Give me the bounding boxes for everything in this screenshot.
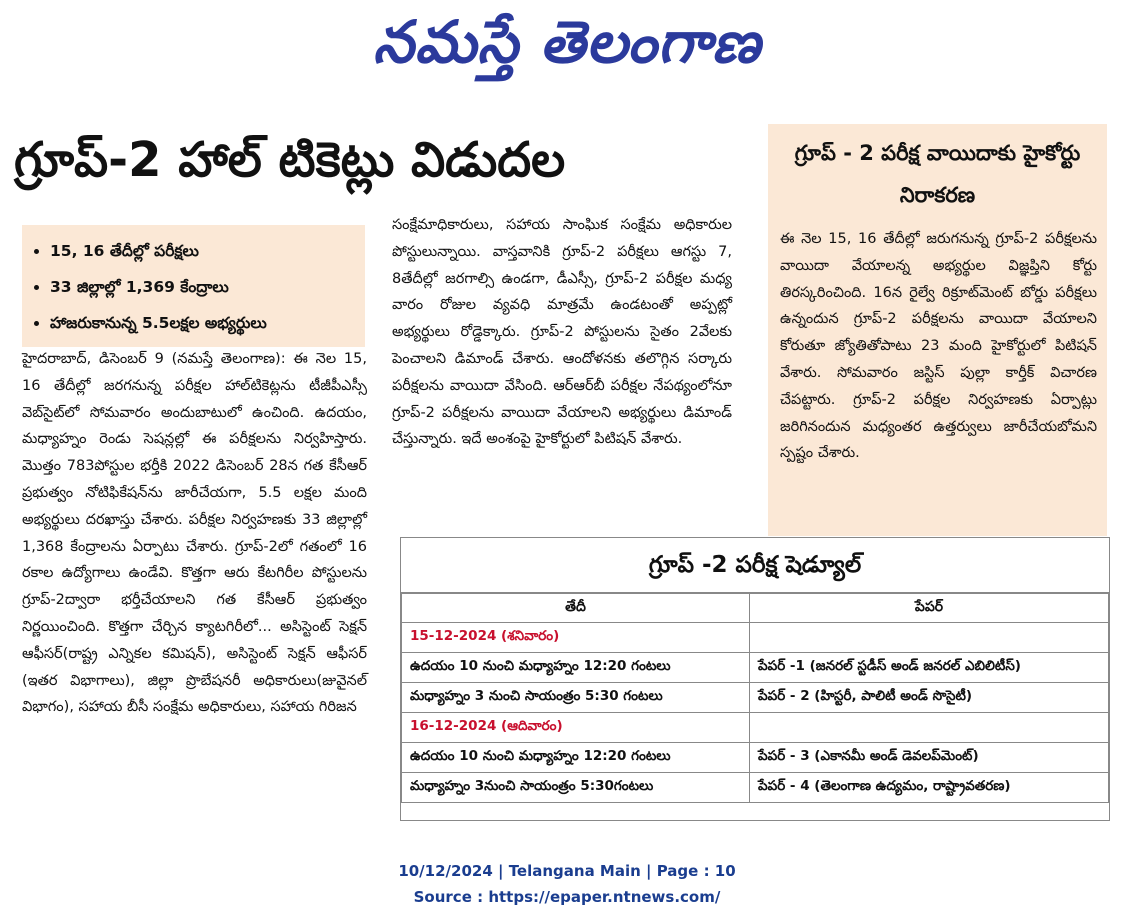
schedule-paper: పేపర్ -1 (జనరల్ స్టడీస్ అండ్ జనరల్ ఎబిలిటీస్) — [750, 653, 1109, 683]
table-row — [402, 683, 1109, 713]
schedule-title: గ్రూప్ -2 పరీక్ష షెడ్యూల్ — [401, 538, 1109, 593]
column-header-paper: పేపర్ — [750, 594, 1109, 623]
schedule-time: మధ్యాహ్నం 3 నుంచి సాయంత్రం 5:30 గంటలు — [402, 683, 750, 713]
table-row — [402, 623, 1109, 653]
schedule-time: ఉదయం 10 నుంచి మధ్యాహ్నం 12:20 గంటలు — [402, 743, 750, 773]
schedule-paper: పేపర్ - 2 (హిస్టరీ, పాలిటీ అండ్ సొసైటీ) — [750, 683, 1109, 713]
table-row — [402, 653, 1109, 683]
highlight-item: • 33 జిల్లాల్లో 1,369 కేంద్రాలు — [50, 269, 365, 305]
schedule-date: 15-12-2024 (శనివారం) — [402, 623, 750, 653]
schedule-date: 16-12-2024 (ఆదివారం) — [402, 713, 750, 743]
schedule-grid — [401, 593, 1109, 803]
schedule-time: మధ్యాహ్నం 3నుంచి సాయంత్రం 5:30గంటలు — [402, 773, 750, 803]
source-link[interactable]: Source : https://epaper.ntnews.com/ — [413, 888, 721, 906]
schedule-paper — [750, 713, 1109, 743]
page-footer — [0, 858, 1134, 910]
schedule-paper: పేపర్ - 3 (ఎకానమీ అండ్ డెవలప్‌మెంట్) — [750, 743, 1109, 773]
sidebar-story — [768, 124, 1107, 536]
exam-schedule-table — [400, 537, 1110, 821]
edition-info: 10/12/2024 | Telangana Main | Page : 10 — [398, 862, 736, 880]
highlights-box — [22, 225, 365, 347]
table-row — [402, 713, 1109, 743]
schedule-paper — [750, 623, 1109, 653]
headline: గ్రూప్-2 హాల్ టికెట్లు విడుదల — [14, 132, 566, 188]
sidebar-story-title: గ్రూప్ - 2 పరీక్ష వాయిదాకు హైకోర్టు నిరాకరణ — [794, 141, 1081, 207]
masthead-logo: నమస్తే తెలంగాణ — [373, 8, 761, 76]
highlight-item: • హాజరుకానున్న 5.5లక్షల అభ్యర్థులు — [50, 305, 365, 341]
table-row — [402, 773, 1109, 803]
highlight-item: • 15, 16 తేదీల్లో పరీక్షలు — [50, 233, 365, 269]
column-header-date: తేదీ — [402, 594, 750, 623]
article-column-1: హైదరాబాద్, డిసెంబర్ 9 (నమస్తే తెలంగాణ): ఈ నెల 15, 16 తేదీల్లో జరగనున్న పరీక్షల హాల్‌టికెట్లను టీజీపీఎస్సీ వెబ్‌సైట్‌లో సోమవారం అందుబాటులో ఉంచింది. ఉదయం, మధ్యాహ్నం రెండు సెషన్లల్లో ఈ పరీక్షలను నిర్వహిస్తారు. మొత్తం 783పోస్టుల భర్తీకి 2022 డిసెంబర్ 28న గత కేసీఆర్ ప్రభుత్వం నోటిఫికేషన్‌ను జారీచేయగా, 5.5 లక్షల మంది అభ్యర్థులు దరఖాస్తు చేశారు. పరీక్షల నిర్వహణకు 33 జిల్లాల్లో 1,368 కేంద్రాలను ఏర్పాటు చేశారు. గ్రూప్-2లో గతంలో 16 రకాల ఉద్యోగాలు ఉండేవి. కొత్తగా ఆరు కేటగిరీల పోస్టులను గ్రూప్-2ద్వారా భర్తీచేయాలని గత కేసీఆర్ ప్రభుత్వం నిర్ణయించింది. కొత్తగా చేర్చిన క్యాటగిరీలో... అసిస్టెంట్ సెక్షన్ ఆఫీసర్(రాష్ట్ర ఎన్నికల కమిషన్), అసిస్టెంట్ సెక్షన్ ఆఫీసర్ (ఇతర విభాగాలు), జిల్లా ప్రొబేషనరీ అధికారులు(జువైనల్ విభాగం), సహాయ బీసీ సంక్షేమ అధికారులు, సహాయ గిరిజన — [22, 351, 367, 716]
schedule-paper: పేపర్ - 4 (తెలంగాణ ఉద్యమం, రాష్ట్రావతరణ) — [750, 773, 1109, 803]
article-column-2: సంక్షేమాధికారులు, సహాయ సాంఘిక సంక్షేమ అధికారుల పోస్టులున్నాయి. వాస్తవానికి గ్రూప్-2 పరీక్షలు ఆగస్టు 7, 8తేదీల్లో జరగాల్సి ఉండగా, డీఎస్సీ, గ్రూప్-2 పరీక్షల మధ్య వారం రోజుల వ్యవధి మాత్రమే ఉండటంతో అప్పట్లో అభ్యర్థులు రోడ్డెక్కారు. గ్రూప్-2 పోస్టులను సైతం 2వేలకు పెంచాలని డిమాండ్ చేశారు. ఆందోళనకు తలొగ్గిన సర్కారు పరీక్షలను వాయిదా వేసింది. ఆర్ఆర్‌బీ పరీక్షల నేపథ్యంలోనూ గ్రూప్-2 పరీక్షలను వాయిదా వేయాలని అభ్యర్థులు డిమాండ్ చేస్తున్నారు. ఇదే అంశంపై హైకోర్టులో పిటిషన్ వేశారు. — [392, 217, 732, 448]
table-row — [402, 743, 1109, 773]
schedule-time: ఉదయం 10 నుంచి మధ్యాహ్నం 12:20 గంటలు — [402, 653, 750, 683]
sidebar-story-body: ఈ నెల 15, 16 తేదీల్లో జరుగనున్న గ్రూప్-2 పరీక్షలను వాయిదా వేయాలన్న అభ్యర్థుల విజ్ఞప్తిని కోర్టు తిరస్కరించింది. 16న రైల్వే రిక్రూట్‌మెంట్ బోర్డు పరీక్షలు ఉన్నందున గ్రూప్-2 పరీక్షలను వాయిదా వేయాలని కోరుతూ జ్యోతితోపాటు 23 మంది హైకోర్టులో పిటిషన్ వేశారు. సోమవారం జస్టిస్ పుల్లా కార్తీక్ విచారణ చేపట్టారు. గ్రూప్-2 పరీక్షల నిర్వహణకు ఏర్పాట్లు జరిగినందున మధ్యంతర ఉత్తర్వులు జారీచేయబోమని స్పష్టం చేశారు. — [780, 231, 1097, 462]
